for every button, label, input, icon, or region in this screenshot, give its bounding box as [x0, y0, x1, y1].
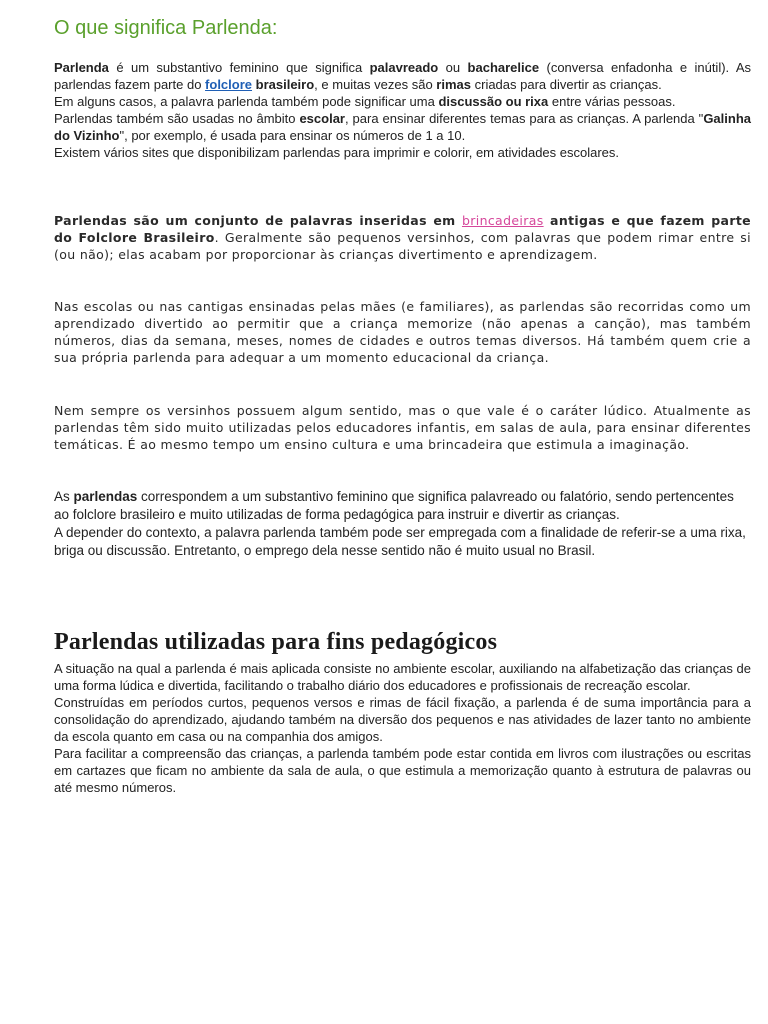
school-paragraph [54, 110, 751, 144]
discussion-paragraph [54, 93, 751, 110]
text-span: ou [438, 60, 468, 75]
term-brasileiro: brasileiro [255, 77, 315, 92]
term-parlendas: parlendas [73, 489, 138, 504]
term-parlenda: Parlenda [54, 60, 109, 75]
text-span: . Geralmente são pequenos versinhos, com palavras que podem rimar entre si (ou não); elas acabam por proporcionar às crianças divertimento e aprendizagem. [54, 230, 751, 262]
term-rimas: rimas [436, 77, 471, 92]
pedagogicos-section [54, 660, 751, 796]
definition-section [54, 59, 751, 161]
folclore-link[interactable]: folclore [205, 77, 253, 92]
versinhos-paragraph: Nem sempre os versinhos possuem algum sentido, mas o que vale é o caráter lúdico. Atualmente as parlendas têm sido muito utilizadas pelos educadores infantis, em salas de aula, para ensinar diferentes temáticas. É ao mesmo tempo um ensino cultura e uma brincadeira que estimula a imaginação. [54, 403, 751, 452]
text-span: , e muitas vezes são [314, 77, 437, 92]
text-span: é um substantivo feminino que significa [108, 60, 370, 75]
text-span: entre várias pessoas. [548, 94, 676, 109]
sites-paragraph: Existem vários sites que disponibilizam parlendas para imprimir e colorir, em atividades escolares. [54, 145, 620, 160]
pedagogicos-paragraph-3: Para facilitar a compreensão das crianças, a parlenda também pode estar contida em livros com ilustrações ou escritas em cartazes que ficam no ambiente da sala de aula, o que estimula a memorização quanto à estrutura de palavras ou até mesmo números. [54, 746, 751, 795]
contexto-paragraph: A depender do contexto, a palavra parlenda também pode ser empregada com a finalidade de referir-se a uma rixa, briga ou discussão. Entretanto, o emprego dela nesse sentido não é muito usual no Brasil. [54, 525, 746, 558]
section-heading: Parlendas utilizadas para fins pedagógicos [54, 629, 498, 655]
text-span: As [54, 489, 74, 504]
term-palavreado: palavreado [369, 60, 439, 75]
pedagogicos-paragraph-1: A situação na qual a parlenda é mais aplicada consiste no ambiente escolar, auxiliando na alfabetização das crianças de uma forma lúdica e divertida, facilitando o trabalho diário dos educadores e profissionais de recreação escolar. [54, 661, 751, 693]
significado-section [54, 488, 751, 560]
pedagogicos-paragraph-2: Construídas em períodos curtos, pequenos versos e rimas de fácil fixação, a parlenda é de suma importância para a consolidação do aprendizado, ajudando também na diversão dos pequenos e nas atividades de lazer tanto no ambiente da escola quanto em casa ou na companhia dos amigos. [54, 695, 751, 744]
term-discussao: discussão ou rixa [438, 94, 549, 109]
term-galinha-do-vizinho: Galinha do Vizinho [54, 111, 751, 143]
text-span: correspondem a um substantivo feminino que significa palavreado ou falatório, sendo pertencentes ao folclore brasileiro e muito utilizadas de forma pedagógica para instruir e divertir as crianças. [54, 489, 734, 522]
brincadeiras-paragraph [54, 212, 751, 263]
definition-paragraph [54, 59, 751, 93]
text-span: criadas para divertir as crianças. [471, 77, 662, 92]
escolas-section [54, 298, 751, 366]
text-span: Parlendas também são usadas no âmbito [54, 111, 300, 126]
page-title: O que significa Parlenda: [54, 17, 278, 39]
significado-paragraph [54, 488, 751, 524]
bold-folclore: antigas e que fazem parte do Folclore Brasileiro [54, 213, 751, 245]
text-span: Em alguns casos, a palavra parlenda também pode significar uma [54, 94, 439, 109]
bold-intro: Parlendas são um conjunto de palavras inseridas em [54, 213, 462, 228]
term-bacharelice: bacharelice [467, 60, 540, 75]
text-span: , para ensinar diferentes temas para as crianças. A parlenda " [345, 111, 704, 126]
escolas-paragraph: Nas escolas ou nas cantigas ensinadas pelas mães (e familiares), as parlendas são recorridas como um aprendizado divertido ao permitir que a criança memorize (não apenas a canção), mas também números, dias da semana, meses, nomes de cidades e outros temas diversos. Há também quem crie a sua própria parlenda para adequar a um momento educacional da criança. [54, 299, 751, 365]
text-span: (conversa enfadonha e inútil). As parlendas fazem parte do [54, 60, 752, 92]
brincadeiras-section [54, 212, 751, 263]
brincadeiras-link[interactable]: brincadeiras [461, 213, 544, 228]
versinhos-section [54, 402, 751, 453]
term-escolar: escolar [299, 111, 345, 126]
text-span: ", por exemplo, é usada para ensinar os números de 1 a 10. [119, 128, 466, 143]
